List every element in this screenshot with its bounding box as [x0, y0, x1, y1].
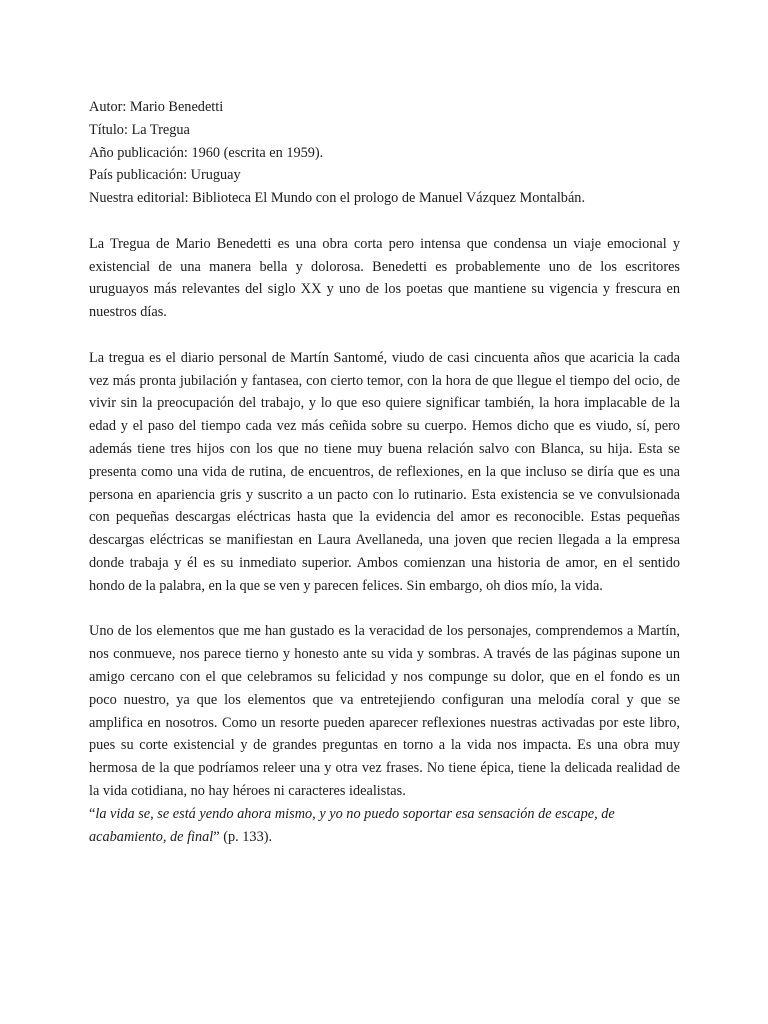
- book-quote: [89, 803, 680, 849]
- intro-paragraph: La Tregua de Mario Benedetti es una obra corta pero intensa que condensa un viaje emocional y existencial de una manera bella y dolorosa. Benedetti es probablemente uno de los escritores uruguayos más relevantes del siglo XX y uno de los poetas que mantiene su vigencia y frescura en nuestros días.: [89, 235, 680, 321]
- quote-citation: (p. 133).: [219, 828, 273, 845]
- publication-country-line: País publicación: Uruguay: [89, 167, 241, 184]
- quote-open-mark: “: [89, 805, 96, 822]
- opinion-paragraph: Uno de los elementos que me han gustado es la veracidad de los personajes, comprendemos a Martín, nos conmueve, nos parece tierno y honesto ante su vida y sombras. A través de las páginas supone un amigo cercano con el que celebramos su felicidad y nos compunge su dolor, que en el fondo es un poco nuestro, ya que los elementos que va entretejiendo configuran una melodía coral y que se amplifica en nosotros. Como un resorte pueden aparecer reflexiones nuestras activadas por este libro, pues su corte existencial y de grandes preguntas en torno a la vida nos impacta. Es una obra muy hermosa de la que podríamos releer una y otra vez frases. No tiene épica, tiene la delicada realidad de la vida cotidiana, no hay héroes ni caracteres idealistas.: [89, 623, 680, 799]
- publication-year-line: Año publicación: 1960 (escrita en 1959).: [89, 144, 324, 161]
- summary-paragraph: La tregua es el diario personal de Martín Santomé, viudo de casi cincuenta años que acaricia la cada vez más pronta jubilación y fantasea, con cierto temor, con la hora de que llegue el tiempo del ocio, de vivir sin la preocupación del trabajo, y lo que eso quiere significar también, la hora implacable de la edad y el paso del tiempo cada vez más ceñida sobre su cuerpo. Hemos dicho que es viudo, sí, pero además tiene tres hijos con los que no tiene muy buena relación salvo con Blanca, su hija. Esta se presenta como una vida de rutina, de encuentros, de reflexiones, en la que incluso se diría que es una persona en apariencia gris y suscrito a un pacto con lo rutinario. Esta existencia se ve convulsionada con pequeñas descargas eléctricas hasta que la evidencia del amor es reconocible. Estas pequeñas descargas eléctricas se manifiestan en Laura Avellaneda, una joven que recien llegada a la empresa donde trabaja y él es su inmediato superior. Ambos comienzan una historia de amor, en el sentido hondo de la palabra, en la que se ven y parecen felices. Sin embargo, oh dios mío, la vida.: [89, 349, 680, 594]
- quote-text: la vida se, se está yendo ahora mismo, y yo no puedo soportar esa sensación de escape, de acabamiento, de final: [89, 805, 615, 845]
- title-line: Título: La Tregua: [89, 121, 190, 138]
- author-line: Autor: Mario Benedetti: [89, 99, 224, 115]
- editorial-line: Nuestra editorial: Biblioteca El Mundo con el prologo de Manuel Vázquez Montalbán.: [89, 190, 586, 207]
- quote-close-mark: ”: [213, 828, 220, 845]
- document-page: [89, 96, 680, 848]
